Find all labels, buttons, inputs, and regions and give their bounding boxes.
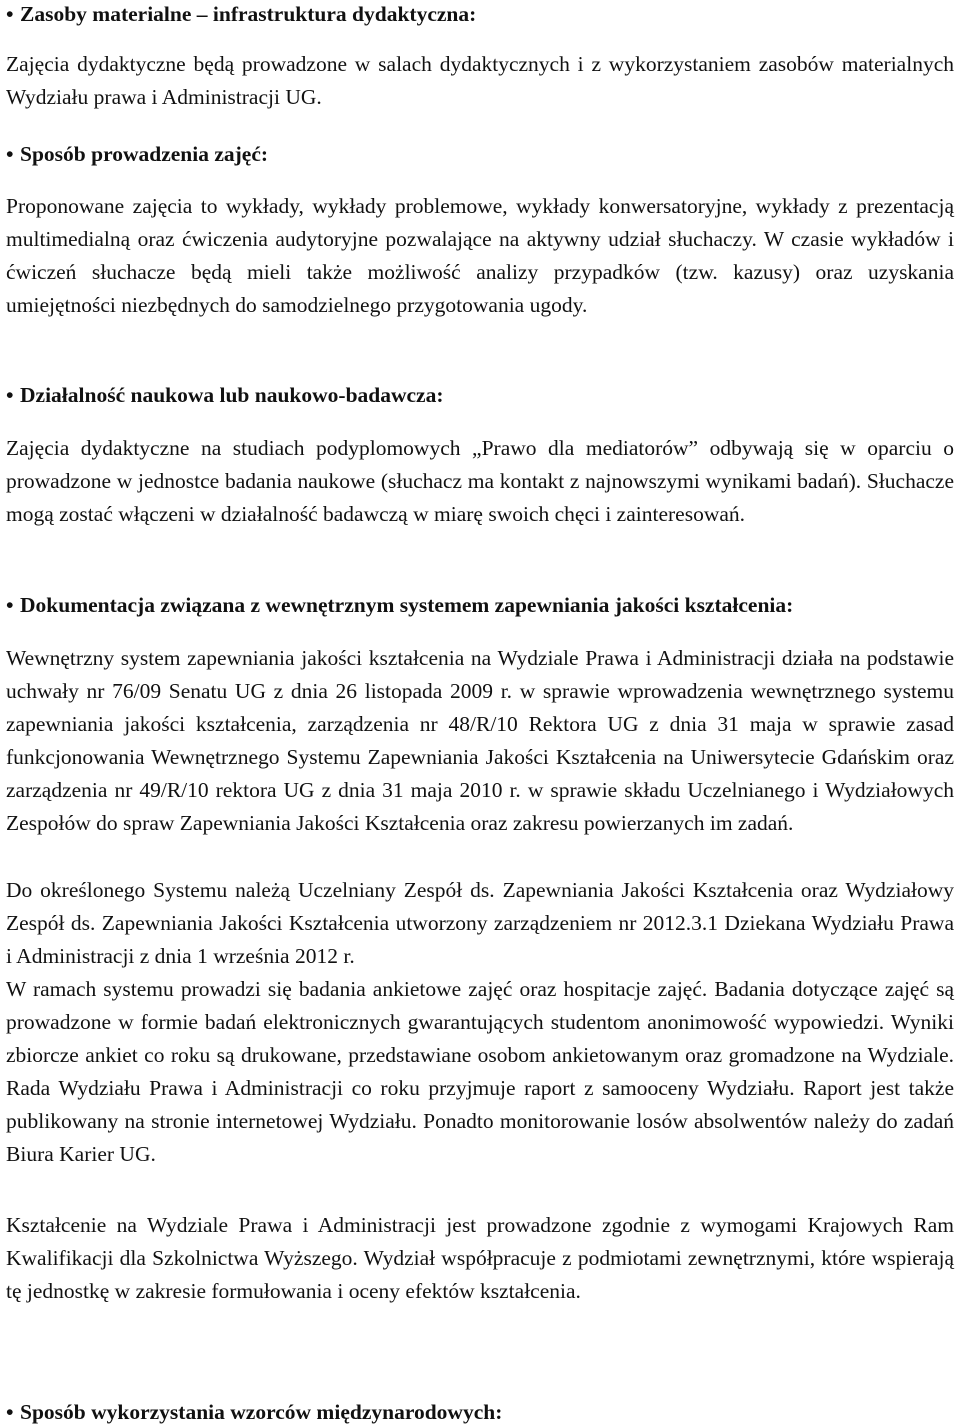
heading-text: Zasoby materialne – infrastruktura dydaktyczna: xyxy=(20,2,477,26)
section-heading-dokumentacja xyxy=(6,593,793,617)
paragraph-dokumentacja-4: Kształcenie na Wydziale Prawa i Administracji jest prowadzone zgodnie z wymogami Krajowych Ram Kwalifikacji dla Szkolnictwa Wyższego. Wydział współpracuje z podmiotami zewnętrznymi, które wspierają tę jednostkę w zakresie formułowania i oceny efektów kształcenia. xyxy=(6,1213,954,1303)
paragraph-zasoby: Zajęcia dydaktyczne będą prowadzone w salach dydaktycznych i z wykorzystaniem zasobów materialnych Wydziału prawa i Administracji UG. xyxy=(6,52,954,109)
heading-text: Sposób prowadzenia zajęć: xyxy=(20,142,269,166)
heading-text: Dokumentacja związana z wewnętrznym systemem zapewniania jakości kształcenia: xyxy=(20,593,794,617)
bullet-icon: • xyxy=(6,593,14,617)
heading-text: Działalność naukowa lub naukowo-badawcza: xyxy=(20,383,444,407)
section-heading-dzialalnosc-naukowa xyxy=(6,383,444,407)
paragraph-sposob-prowadzenia: Proponowane zajęcia to wykłady, wykłady problemowe, wykłady konwersatoryjne, wykłady z prezentacją multimedialną oraz ćwiczenia audytoryjne pozwalające na aktywny udział słuchaczy. W czasie wykładów i ćwiczeń słuchacze będą mieli także możliwość analizy przypadków (tzw. kazusy) oraz uzyskania umiejętności niezbędnych do samodzielnego przygotowania ugody. xyxy=(6,194,954,317)
section-heading-wzorce-miedzynarodowe xyxy=(6,1400,502,1424)
section-heading-zasoby xyxy=(6,2,476,26)
heading-text: Sposób wykorzystania wzorców międzynarodowych: xyxy=(20,1400,503,1424)
paragraph-dokumentacja-1: Wewnętrzny system zapewniania jakości kształcenia na Wydziale Prawa i Administracji działa na podstawie uchwały nr 76/09 Senatu UG z dnia 26 listopada 2009 r. w sprawie wprowadzenia wewnętrznego systemu zapewniania jakości kształcenia, zarządzenia nr 48/R/10 Rektora UG z dnia 31 maja w sprawie zasad funkcjonowania Wewnętrznego Systemu Zapewniania Jakości Kształcenia na Uniwersytecie Gdańskim oraz zarządzenia nr 49/R/10 rektora UG z dnia 31 maja 2010 r. w sprawie składu Uczelnianego i Wydziałowych Zespołów do spraw Zapewniania Jakości Kształcenia oraz zakresu powierzanych im zadań. xyxy=(6,646,954,835)
section-heading-sposob-prowadzenia xyxy=(6,142,268,166)
bullet-icon: • xyxy=(6,2,14,26)
paragraph-dokumentacja-3: W ramach systemu prowadzi się badania ankietowe zajęć oraz hospitacje zajęć. Badania dotyczące zajęć są prowadzone w formie badań elektronicznych gwarantujących studentom anonimowość wypowiedzi. Wyniki zbiorcze ankiet co roku są drukowane, przedstawiane osobom ankietowanym oraz gromadzone na Wydziale. Rada Wydziału Prawa i Administracji co roku przyjmuje raport z samooceny Wydziału. Raport jest także publikowany na stronie internetowej Wydziału. Ponadto monitorowanie losów absolwentów należy do zadań Biura Karier UG. xyxy=(6,977,954,1166)
bullet-icon: • xyxy=(6,383,14,407)
bullet-icon: • xyxy=(6,1400,14,1424)
bullet-icon: • xyxy=(6,142,14,166)
paragraph-dokumentacja-2: Do określonego Systemu należą Uczelniany Zespół ds. Zapewniania Jakości Kształcenia oraz Wydziałowy Zespół ds. Zapewniania Jakości Kształcenia utworzony zarządzeniem nr 2012.3.1 Dziekana Wydziału Prawa i Administracji z dnia 1 września 2012 r. xyxy=(6,878,954,968)
paragraph-dzialalnosc-naukowa: Zajęcia dydaktyczne na studiach podyplomowych „Prawo dla mediatorów” odbywają się w oparciu o prowadzone w jednostce badania naukowe (słuchacz ma kontakt z najnowszymi wynikami badań). Słuchacze mogą zostać włączeni w działalność badawczą w miarę swoich chęci i zainteresowań. xyxy=(6,436,954,526)
